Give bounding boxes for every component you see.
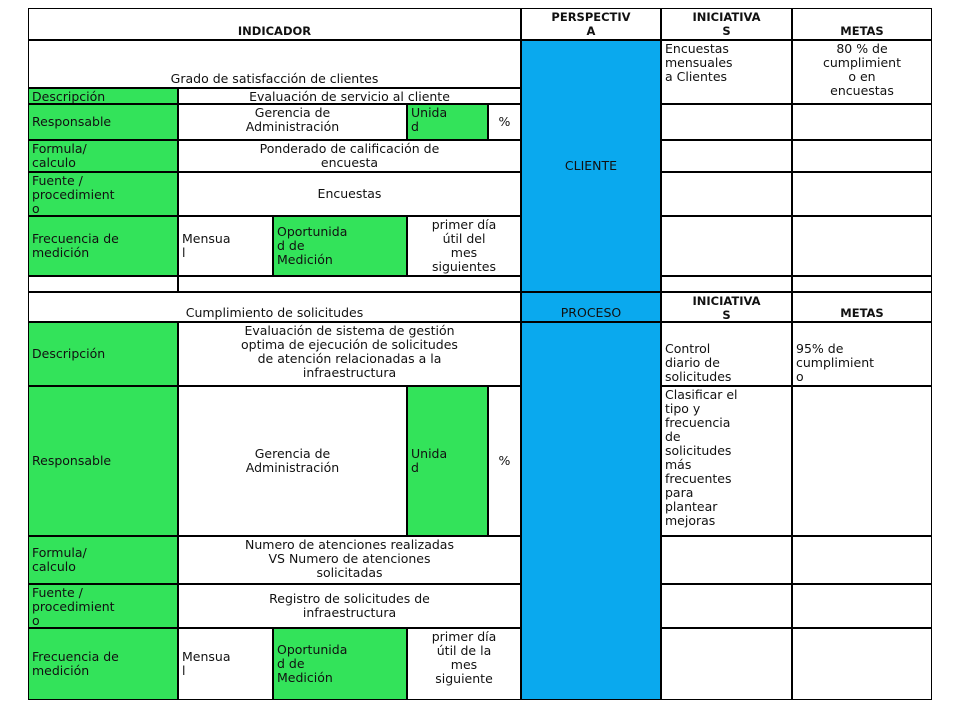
initiative-2b: Clasificar el tipo y frecuencia de solicitudes más frecuentes para plantear mejoras [661,386,792,536]
frecuencia-value-2: Mensua l [178,628,273,700]
oportunidad-label-2: Oportunida d de Medición [273,628,407,700]
perspective-cliente: CLIENTE [521,40,661,292]
spacer-cell-a [28,276,178,292]
initiative-cell-1e [661,216,792,276]
oportunidad-label-1: Oportunida d de Medición [273,216,407,276]
fuente-label-2: Fuente / procedimient o [28,584,178,628]
goal-cell-1d [792,172,932,216]
oportunidad-value-1: primer día útil del mes siguientes [407,216,521,276]
header-perspectiva: PERSPECTIV A [521,8,661,40]
goal-1: 80 % de cumplimient o en encuestas [792,40,932,104]
header-indicador: INDICADOR [28,8,521,40]
fuente-value-2: Registro de solicitudes de infraestructura [178,584,521,628]
responsable-label-1: Responsable [28,104,178,140]
descripcion-value-1: Evaluación de servicio al cliente [178,88,521,104]
descripcion-label-1: Descripción [28,88,178,104]
formula-value-1: Ponderado de calificación de encuesta [178,140,521,172]
goal-cell-2e [792,628,932,700]
iniciativas-header-2: INICIATIVA S [661,292,792,322]
goal-cell-1b [792,104,932,140]
initiative-1: Encuestas mensuales a Clientes [661,40,792,104]
initiative-cell-2d [661,584,792,628]
responsable-value-1: Gerencia de Administración [178,104,407,140]
indicator-title-1: Grado de satisfacción de clientes [28,40,521,88]
initiative-2a: Control diario de solicitudes [661,322,792,386]
spacer-cell-c [661,276,792,292]
fuente-label-1: Fuente / procedimient o [28,172,178,216]
initiative-cell-2e [661,628,792,700]
formula-label-1: Formula/ calculo [28,140,178,172]
goal-cell-2b [792,386,932,536]
goal-cell-1c [792,140,932,172]
initiative-cell-1c [661,140,792,172]
perspective-proceso-fill [521,322,661,700]
goal-cell-2d [792,584,932,628]
spacer-cell-b [178,276,521,292]
descripcion-label-2: Descripción [28,322,178,386]
metas-header-2: METAS [792,292,932,322]
responsable-value-2: Gerencia de Administración [178,386,407,536]
indicator-title-2: Cumplimiento de solicitudes [28,292,521,322]
unidad-label-1: Unida d [407,104,488,140]
goal-cell-1e [792,216,932,276]
unidad-label-2: Unida d [407,386,488,536]
unidad-value-1: % [488,104,521,140]
goal-cell-2c [792,536,932,584]
formula-value-2: Numero de atenciones realizadas VS Numero de atenciones solicitadas [178,536,521,584]
initiative-cell-1d [661,172,792,216]
frecuencia-label-2: Frecuencia de medición [28,628,178,700]
unidad-value-2: % [488,386,521,536]
initiative-cell-1b [661,104,792,140]
fuente-value-1: Encuestas [178,172,521,216]
header-iniciativas: INICIATIVA S [661,8,792,40]
initiative-cell-2c [661,536,792,584]
oportunidad-value-2: primer día útil de la mes siguiente [407,628,521,700]
goal-2a: 95% de cumplimient o [792,322,932,386]
frecuencia-label-1: Frecuencia de medición [28,216,178,276]
perspective-proceso: PROCESO [521,292,661,322]
spacer-cell-d [792,276,932,292]
responsable-label-2: Responsable [28,386,178,536]
indicator-sheet [28,8,932,714]
formula-label-2: Formula/ calculo [28,536,178,584]
frecuencia-value-1: Mensua l [178,216,273,276]
descripcion-value-2: Evaluación de sistema de gestión optima de ejecución de solicitudes de atención relacionadas a la infraestructura [178,322,521,386]
header-metas: METAS [792,8,932,40]
